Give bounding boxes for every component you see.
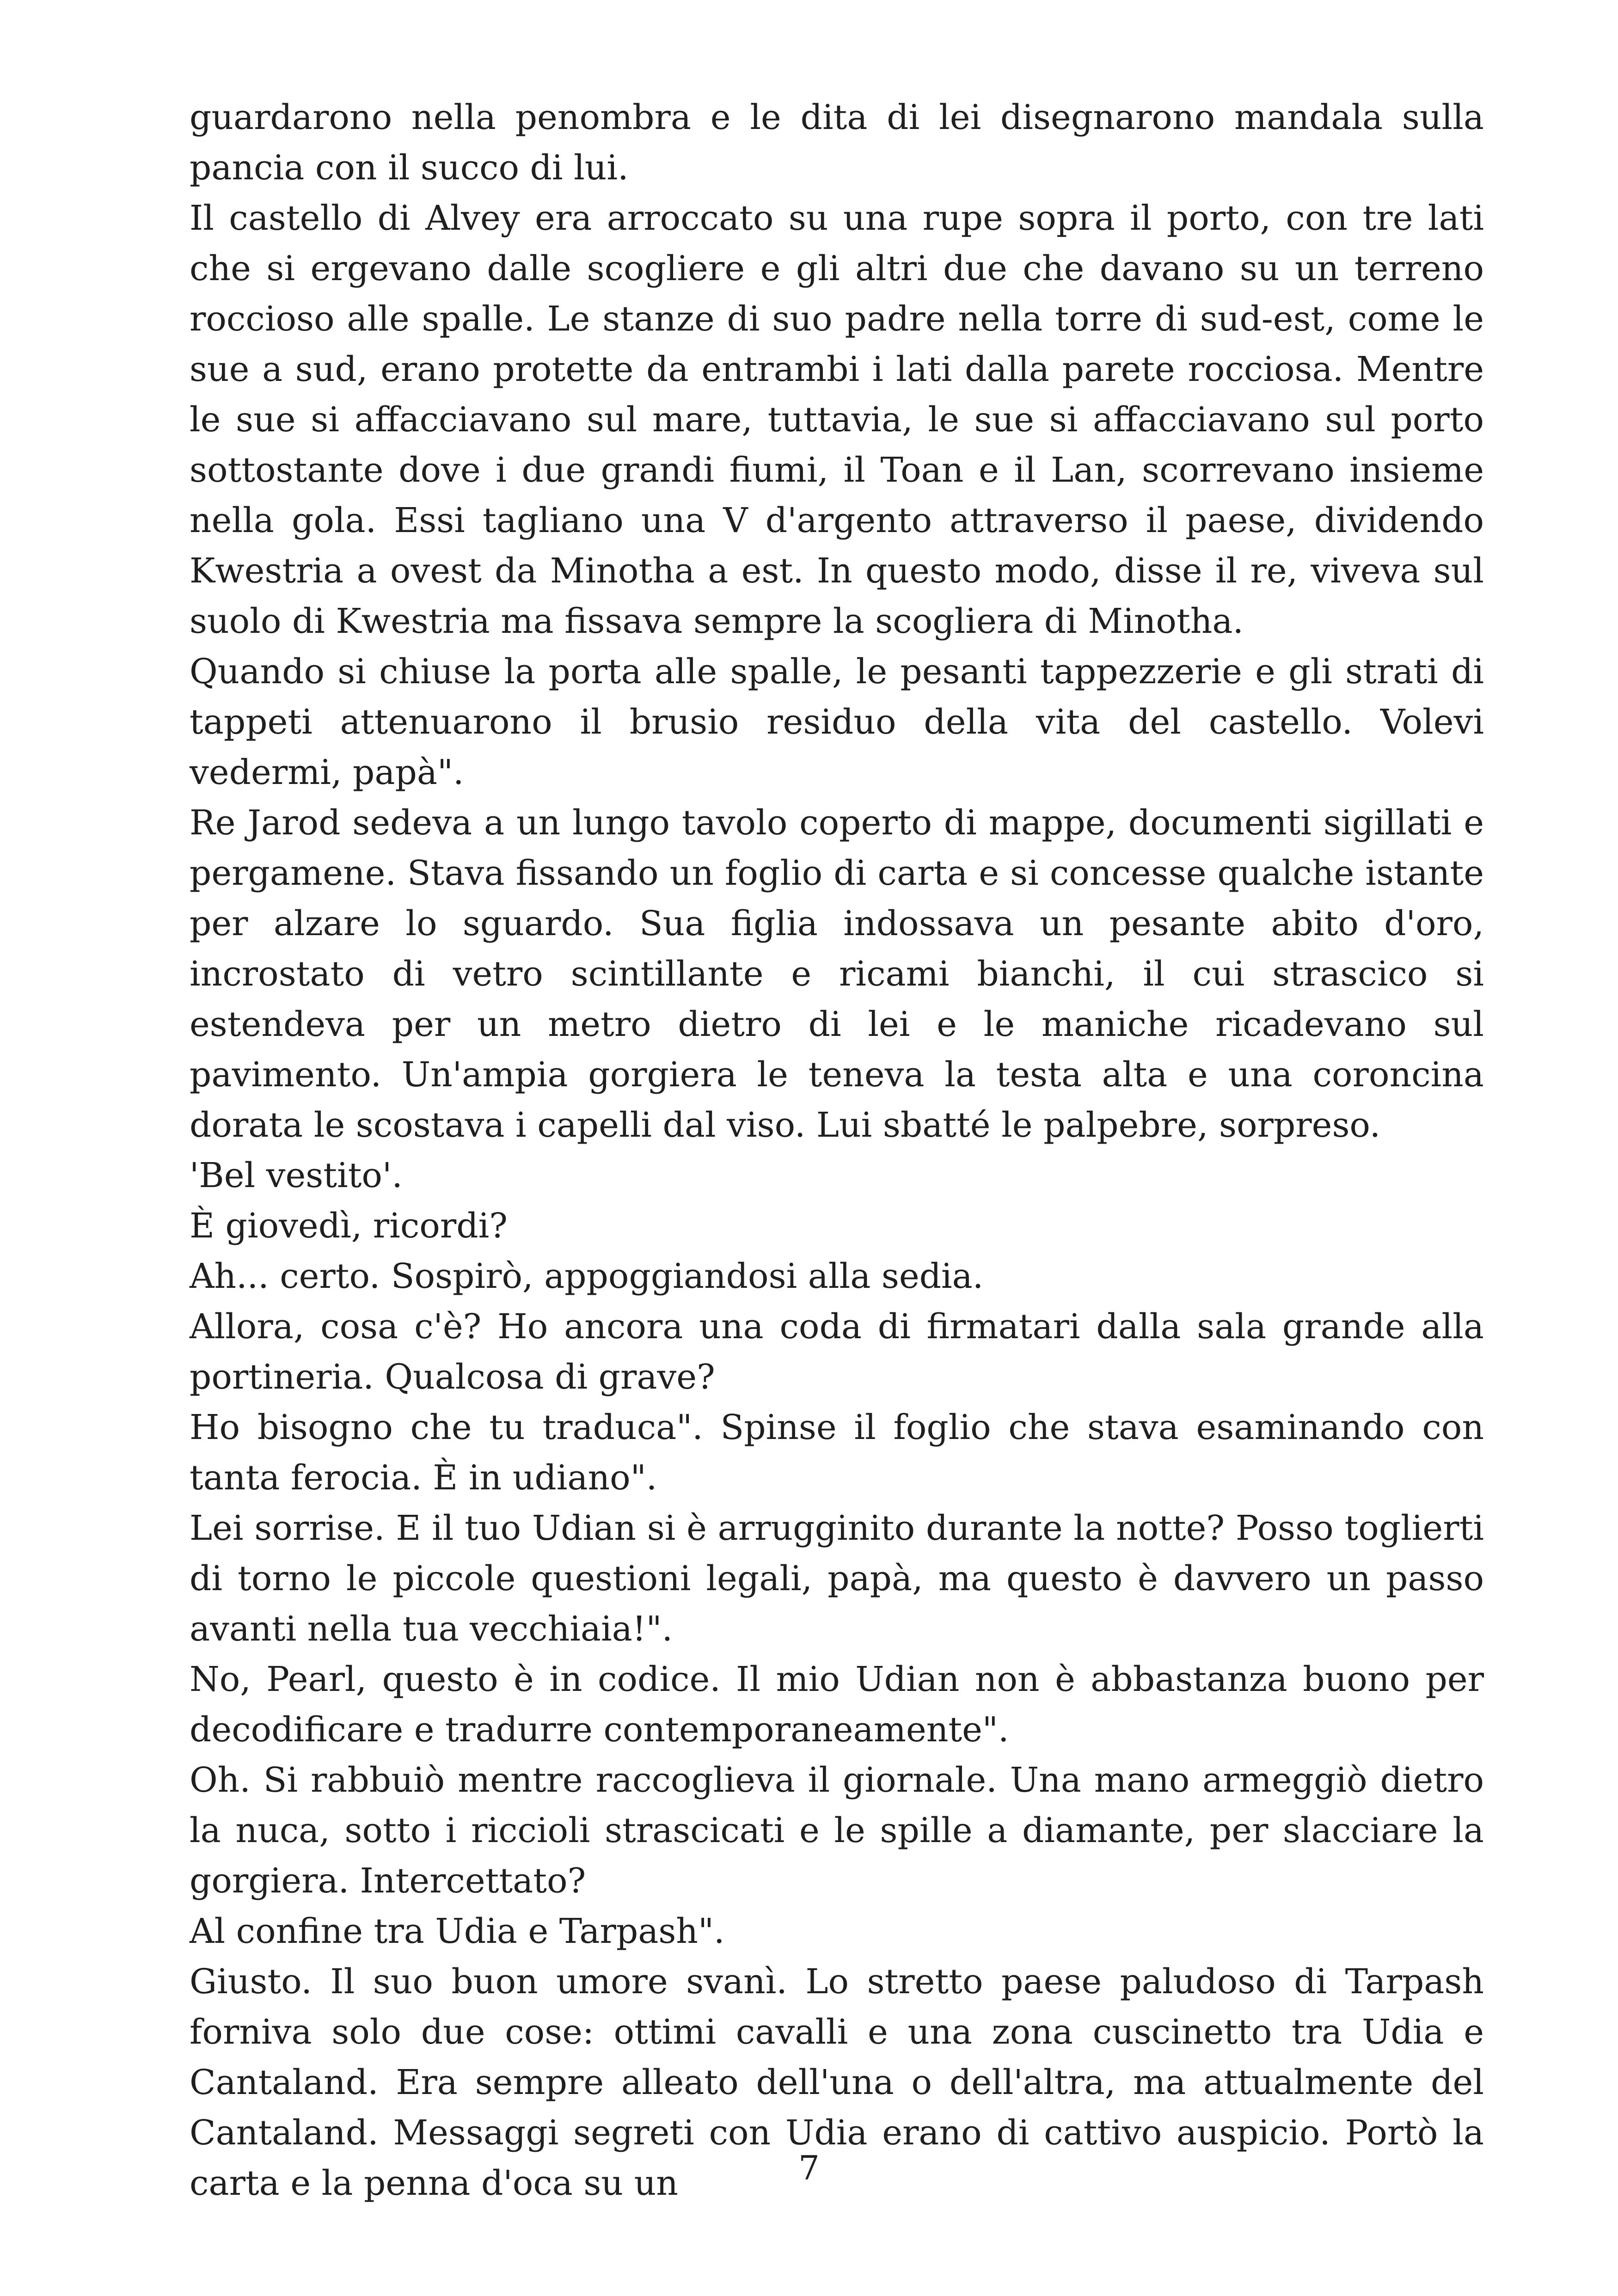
paragraph: 'Bel vestito'. <box>190 1156 403 1195</box>
paragraph: Allora, cosa c'è? Ho ancora una coda di firmatari dalla sala grande alla portineria. Qualcosa di grave? <box>190 1307 1484 1397</box>
page-body <box>190 92 1484 2209</box>
paragraph: Il castello di Alvey era arroccato su una rupe sopra il porto, con tre lati che si ergevano dalle scogliere e gli altri due che davano su un terreno roccioso alle spalle. Le stanze di suo padre nella torre di sud-est, come le sue a sud, erano protette da entrambi i lati dalla parete rocciosa. Mentre le sue si affacciavano sul mare, tuttavia, le sue si affacciavano sul porto sottostante dove i due grandi fiumi, il Toan e il Lan, scorrevano insieme nella gola. Essi tagliano una V d'argento attraverso il paese, dividendo Kwestria a ovest da Minotha a est. In questo modo, disse il re, viveva sul suolo di Kwestria ma fissava sempre la scogliera di Minotha. <box>190 198 1484 641</box>
paragraph: Ho bisogno che tu traduca". Spinse il foglio che stava esaminando con tanta ferocia. È in udiano". <box>190 1408 1484 1498</box>
paragraph: È giovedì, ricordi? <box>190 1206 508 1246</box>
paragraph: No, Pearl, questo è in codice. Il mio Udian non è abbastanza buono per decodificare e tradurre contemporaneamente". <box>190 1659 1484 1750</box>
paragraph: Giusto. Il suo buon umore svanì. Lo stretto paese paludoso di Tarpash forniva solo due cose: ottimi cavalli e una zona cuscinetto tra Udia e Cantaland. Era sempre alleato dell'una o dell'altra, ma attualmente del Cantaland. Messaggi segreti con Udia erano di cattivo auspicio. Portò la carta e la penna d'oca su un <box>190 1962 1484 2203</box>
paragraph: Re Jarod sedeva a un lungo tavolo coperto di mappe, documenti sigillati e pergamene. Stava fissando un foglio di carta e si concesse qualche istante per alzare lo sguardo. Sua figlia indossava un pesante abito d'oro, incrostato di vetro scintillante e ricami bianchi, il cui strascico si estendeva per un metro dietro di lei e le maniche ricadevano sul pavimento. Un'ampia gorgiera le teneva la testa alta e una coroncina dorata le scostava i capelli dal viso. Lui sbatté le palpebre, sorpreso. <box>190 803 1484 1145</box>
page-number: 7 <box>798 2149 820 2187</box>
paragraph: Ah... certo. Sospirò, appoggiandosi alla sedia. <box>190 1256 984 1296</box>
paragraph: Quando si chiuse la porta alle spalle, le pesanti tappezzerie e gli strati di tappeti attenuarono il brusio residuo della vita del castello. Volevi vedermi, papà". <box>190 652 1484 792</box>
paragraph: Al confine tra Udia e Tarpash". <box>190 1911 725 1951</box>
paragraph: guardarono nella penombra e le dita di lei disegnarono mandala sulla pancia con il succo di lui. <box>190 98 1484 188</box>
paragraph: Lei sorrise. E il tuo Udian si è arrugginito durante la notte? Posso toglierti di torno le piccole questioni legali, papà, ma questo è davvero un passo avanti nella tua vecchiaia!". <box>190 1508 1484 1649</box>
paragraph: Oh. Si rabbuiò mentre raccoglieva il giornale. Una mano armeggiò dietro la nuca, sotto i riccioli strascicati e le spille a diamante, per slacciare la gorgiera. Intercettato? <box>190 1760 1484 1901</box>
